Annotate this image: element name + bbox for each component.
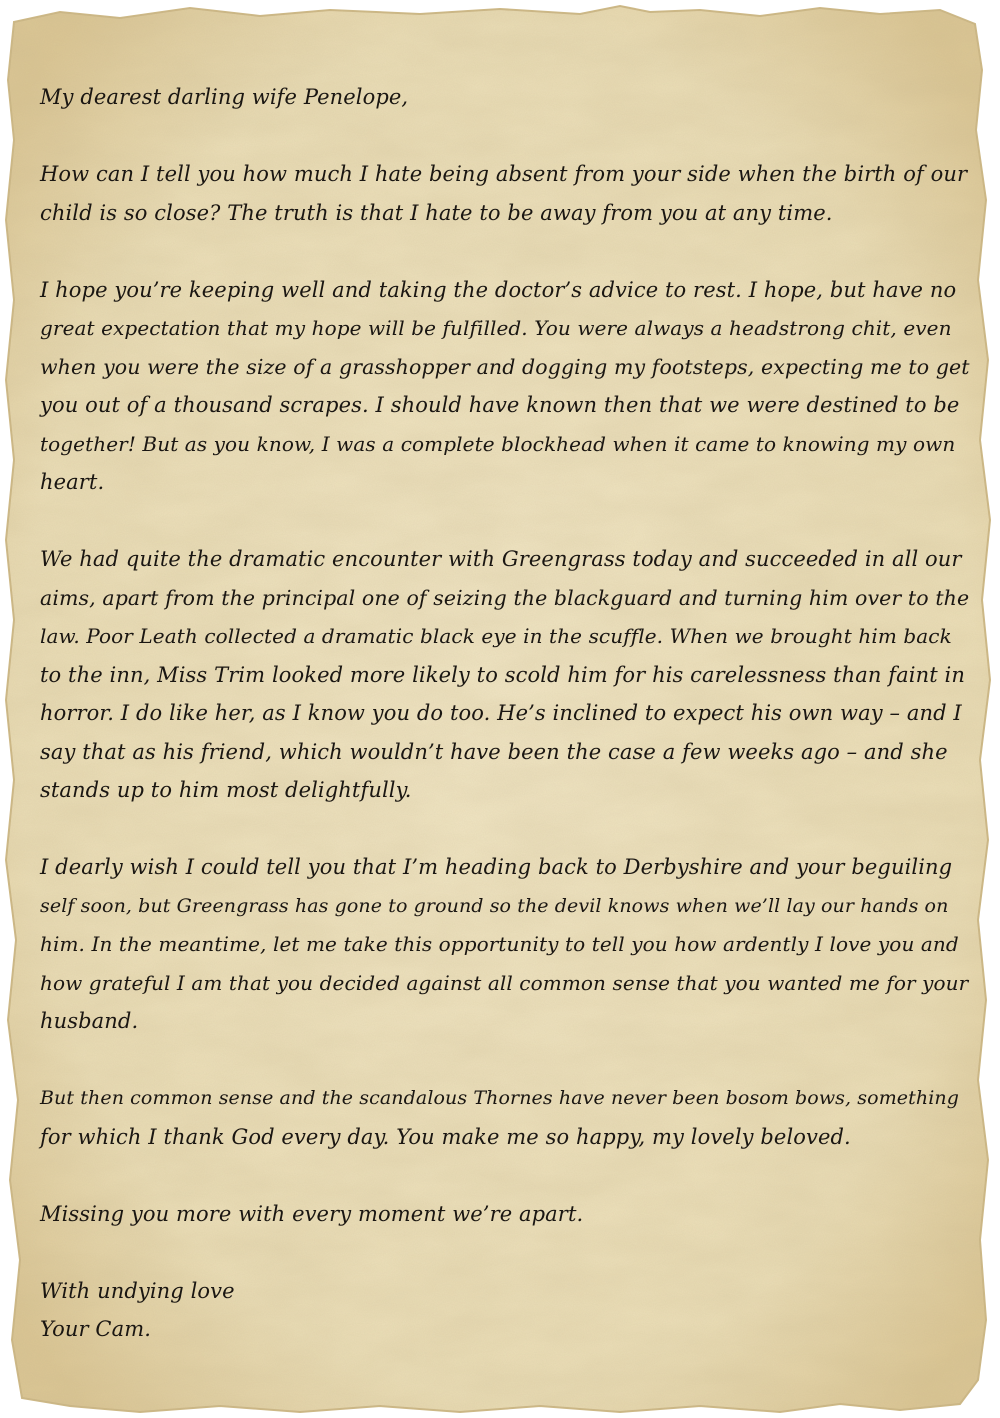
- p3-line-6: say that as his friend, which wouldn’t have been the case a few weeks ago – and she: [40, 739, 948, 764]
- paragraph-gap: [40, 1233, 970, 1272]
- letter-body: [40, 78, 970, 1349]
- p3-line-3: law. Poor Leath collected a dramatic black eye in the scuffle. When we brought him back: [40, 624, 952, 648]
- p1-line-1: How can I tell you how much I hate being absent from your side when the birth of our: [40, 162, 968, 186]
- p3-line-1: We had quite the dramatic encounter with Greengrass today and succeeded in all our: [40, 547, 962, 571]
- paragraph-gap: [40, 502, 970, 541]
- paragraph-gap: [40, 232, 970, 271]
- p3-line-5: horror. I do like her, as I know you do too. He’s inclined to expect his own way – and I: [40, 701, 962, 725]
- p1-line-2: child is so close? The truth is that I hate to be away from you at any time.: [40, 200, 833, 225]
- signature: Your Cam.: [40, 1317, 151, 1341]
- p2-line-2: great expectation that my hope will be fulfilled. You were always a headstrong chit, even: [40, 316, 952, 340]
- p2-line-3: when you were the size of a grasshopper and dogging my footsteps, expecting me to get: [40, 354, 970, 379]
- p4-line-1: I dearly wish I could tell you that I’m heading back to Derbyshire and your beguiling: [40, 855, 953, 879]
- paragraph-gap: [40, 1156, 970, 1195]
- p5-line-2: for which I thank God every day. You make me so happy, my lovely beloved.: [40, 1124, 851, 1149]
- p2-line-4: you out of a thousand scrapes. I should have known then that we were destined to be: [40, 393, 960, 417]
- salutation: My dearest darling wife Penelope,: [40, 85, 409, 109]
- p2-line-6: heart.: [40, 470, 105, 494]
- p3-line-7: stands up to him most delightfully.: [40, 778, 412, 802]
- p2-line-1: I hope you’re keeping well and taking the doctor’s advice to rest. I hope, but have no: [40, 277, 957, 302]
- p2-line-5: together! But as you know, I was a complete blockhead when it came to knowing my own: [40, 431, 956, 456]
- p4-line-2: self soon, but Greengrass has gone to ground so the devil knows when we’ll lay our hands on: [40, 894, 949, 917]
- p5-line-1: But then common sense and the scandalous Thornes have never been bosom bows, something: [40, 1087, 960, 1109]
- p4-line-3: him. In the meantime, let me take this opportunity to tell you how ardently I love you and: [40, 932, 959, 956]
- p4-line-4: how grateful I am that you decided against all common sense that you wanted me for your: [40, 970, 969, 995]
- paragraph-gap: [40, 810, 970, 849]
- p3-line-2: aims, apart from the principal one of seizing the blackguard and turning him over to the: [40, 585, 970, 610]
- signoff: With undying love: [40, 1278, 235, 1303]
- closing-line: Missing you more with every moment we’re apart.: [40, 1201, 584, 1226]
- p4-line-5: husband.: [40, 1009, 139, 1033]
- paragraph-gap: [40, 117, 970, 156]
- paragraph-gap: [40, 1041, 970, 1080]
- p3-line-4: to the inn, Miss Trim looked more likely to scold him for his carelessness than faint in: [40, 662, 965, 687]
